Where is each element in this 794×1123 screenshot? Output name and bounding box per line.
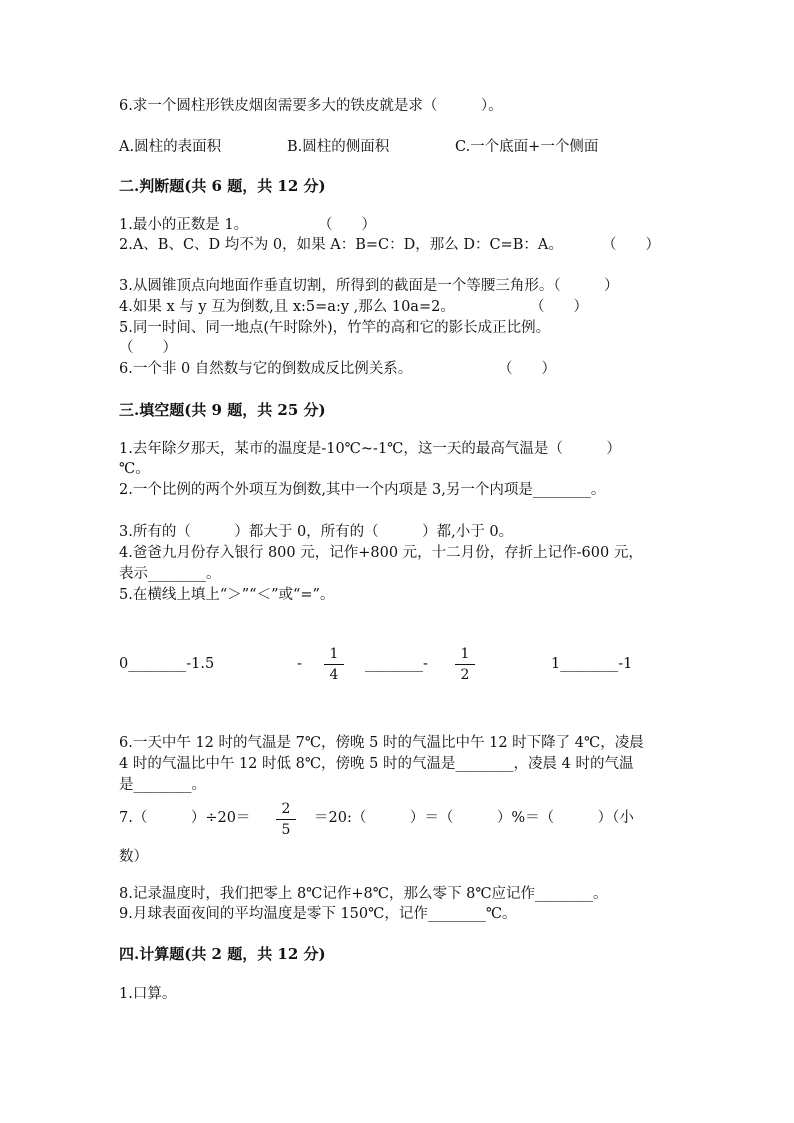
section-3-heading: 三.填空题(共 9 题，共 25 分) [119, 401, 326, 419]
judge-q1: 1.最小的正数是 1。 [119, 217, 249, 233]
fraction-denominator: 2 [460, 667, 470, 683]
judge-q3: 3.从圆锥顶点向地面作垂直切割，所得到的截面是一个等腰三角形。（ ） [119, 278, 619, 294]
fraction-numerator: 1 [329, 646, 339, 662]
fill-q6-line1: 6.一天中午 12 时的气温是 7℃，傍晚 5 时的气温比中午 12 时下降了 4℃，凌晨 [119, 735, 644, 751]
option-c: C.一个底面+一个侧面 [455, 139, 599, 155]
fraction-denominator: 5 [281, 822, 291, 838]
fraction-one-half [455, 646, 475, 683]
fraction-bar [324, 664, 344, 665]
judge-q4: 4.如果 x 与 y 互为倒数,且 x:5=a:y ,那么 10a=2。 [119, 299, 455, 315]
fraction-bar [276, 819, 296, 820]
compare-minus: - [297, 656, 302, 672]
judge-q6: 6.一个非 0 自然数与它的倒数成反比例关系。 [119, 361, 413, 377]
fraction-bar [455, 664, 475, 665]
judge-q1-paren: （ ） [318, 217, 376, 233]
calc-q1: 1.口算。 [119, 986, 177, 1002]
fill-q8: 8.记录温度时，我们把零上 8℃记作+8℃，那么零下 8℃应记作________。 [119, 886, 608, 902]
fill-q3: 3.所有的（ ）都大于 0，所有的（ ）都,小于 0。 [119, 524, 514, 540]
judge-q2-paren: （ ） [602, 237, 660, 253]
judge-q6-paren: （ ） [498, 361, 556, 377]
fill-q7-left: 7.（ ）÷20＝ [119, 810, 251, 826]
fill-q6-line2: 4 时的气温比中午 12 时低 8℃，傍晚 5 时的气温是________，凌晨 4 时的气温 [119, 756, 634, 772]
fraction-numerator: 2 [281, 801, 291, 817]
fraction-denominator: 4 [329, 667, 339, 683]
fraction-two-fifths [276, 801, 296, 838]
fraction-one-quarter [324, 646, 344, 683]
fill-q6-line3: 是________。 [119, 777, 206, 793]
option-b: B.圆柱的侧面积 [287, 139, 390, 155]
fill-q4-line1: 4.爸爸九月份存入银行 800 元，记作+800 元，十二月份，存折上记作-600 元， [119, 545, 643, 561]
section-2-heading: 二.判断题(共 6 题，共 12 分) [119, 177, 326, 195]
fill-q9: 9.月球表面夜间的平均温度是零下 150℃，记作________℃。 [119, 906, 517, 922]
fill-q7-right: ＝20:（ ）＝（ ）%＝（ ）（小 [314, 810, 634, 826]
fill-q1-line2: ℃。 [119, 461, 150, 477]
fill-q5: 5.在横线上填上“＞”“＜”或“=”。 [119, 587, 335, 603]
judge-q5-paren: （ ） [119, 340, 177, 356]
judge-q4-paren: （ ） [530, 299, 588, 315]
question-6-stem: 6.求一个圆柱形铁皮烟囱需要多大的铁皮就是求（ ）。 [119, 98, 503, 114]
compare-blank-mid: ________- [365, 656, 428, 672]
fill-q2: 2.一个比例的两个外项互为倒数,其中一个内项是 3,另一个内项是________。 [119, 482, 606, 498]
fraction-numerator: 1 [460, 646, 470, 662]
fill-q7-line2: 数） [119, 849, 148, 865]
compare-item-1: 0________-1.5 [119, 656, 215, 672]
option-a: A.圆柱的表面积 [119, 139, 222, 155]
compare-item-3: 1________-1 [551, 656, 633, 672]
fill-q1-line1: 1.去年除夕那天，某市的温度是-10℃~-1℃，这一天的最高气温是（ ） [119, 441, 621, 457]
judge-q2: 2.A、B、C、D 均不为 0，如果 A：B=C：D，那么 D：C=B：A。 [119, 237, 563, 253]
judge-q5: 5.同一时间、同一地点(午时除外)，竹竿的高和它的影长成正比例。 [119, 320, 551, 336]
fill-q4-line2: 表示________。 [119, 566, 221, 582]
section-4-heading: 四.计算题(共 2 题，共 12 分) [119, 945, 326, 963]
